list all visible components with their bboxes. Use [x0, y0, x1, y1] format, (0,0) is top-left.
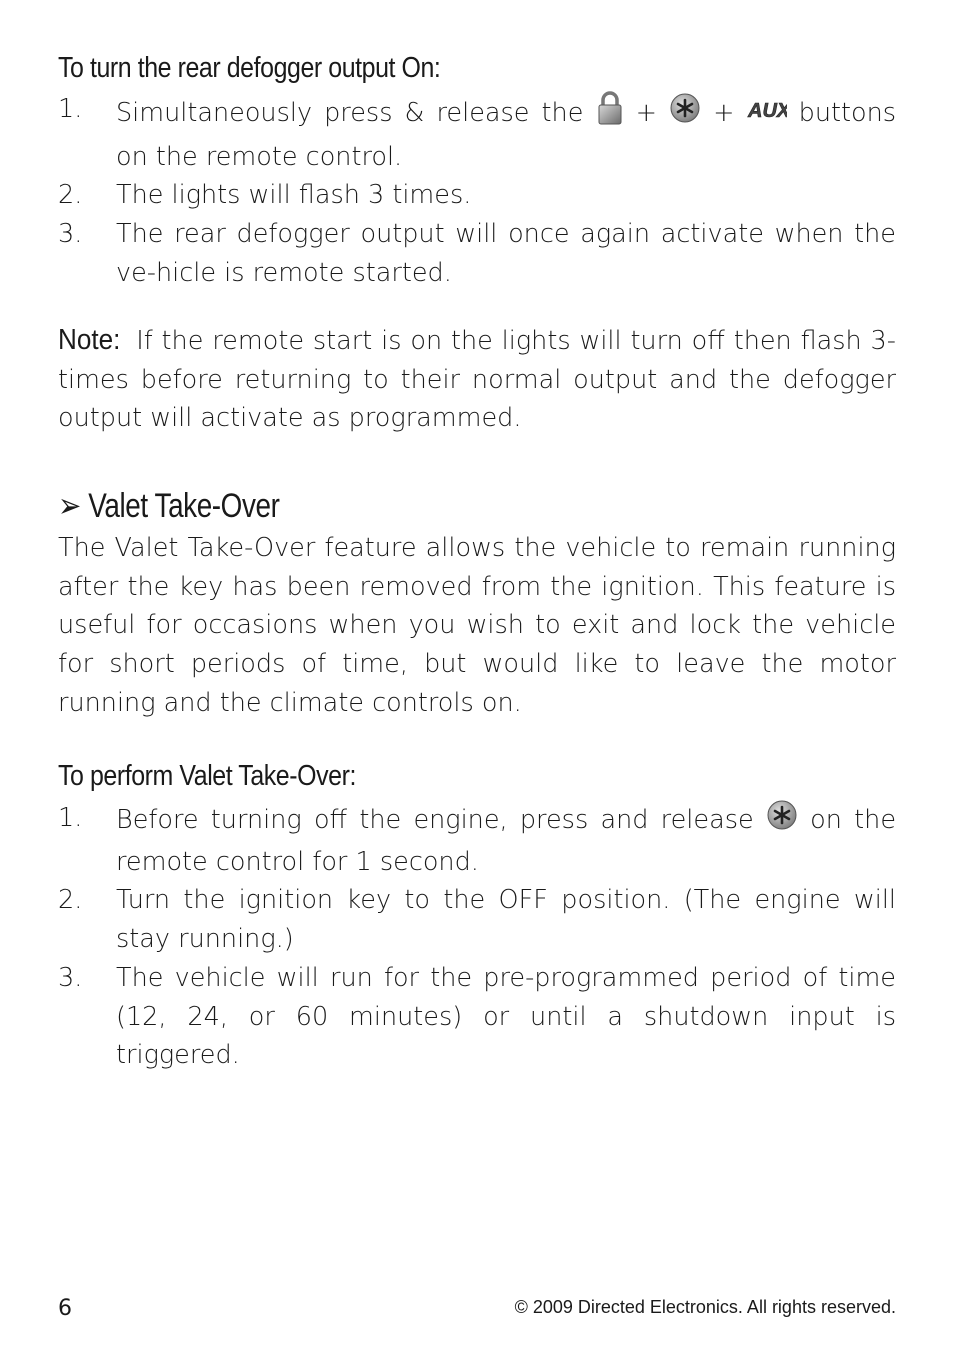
note-text: If the remote start is on the lights will turn off then flash 3-times before returning to their normal output and the defogger output will activate as programmed. — [58, 326, 896, 434]
step-number: 3. — [58, 962, 83, 993]
step-number: 3. — [58, 219, 83, 250]
step-text-post: buttons on the remote control. — [116, 97, 897, 172]
plus-sign: + — [713, 97, 735, 128]
aux-label: AUX — [747, 99, 787, 122]
step-number: 2. — [58, 885, 83, 916]
step-number: 1. — [58, 803, 83, 833]
step-text-pre: Simultaneously press & release the — [116, 97, 584, 128]
list-item — [58, 176, 896, 215]
plus-sign: + — [635, 97, 657, 128]
valet-description: The Valet Take-Over feature allows the vehicle to remain running after the key has been removed from the ignition. This feature is useful for occasions when you wish to exit and lock the vehicle for short periods of time, but would like to leave the motor running and the climate controls on. — [58, 533, 896, 718]
note-paragraph — [58, 321, 896, 438]
valet-steps — [58, 799, 896, 1075]
step-number: 2. — [58, 180, 83, 211]
list-item — [58, 215, 896, 292]
step-text: The lights will flash 3 times. — [116, 180, 472, 211]
heading-text: Valet Take-Over — [88, 487, 280, 525]
step-text: The rear defogger output will once again activate when the ve-hicle is remote started. — [116, 219, 896, 288]
heading-perform-valet: To perform Valet Take-Over: — [58, 760, 356, 792]
list-item — [58, 959, 896, 1075]
list-item — [58, 799, 896, 881]
list-item — [58, 90, 896, 176]
star-button-icon — [766, 799, 798, 843]
step-text: Turn the ignition key to the OFF position. (The engine will stay running.) — [116, 885, 896, 955]
page-number: 6 — [58, 1296, 72, 1321]
step-text-post: on the remote control for 1 second. — [116, 804, 897, 877]
defogger-steps — [58, 90, 896, 293]
list-item — [58, 881, 896, 958]
aux-button-icon — [747, 95, 787, 134]
note-label: Note: — [58, 324, 121, 356]
step-text: The vehicle will run for the pre-programmed period of time (12, 24, or 60 minutes) or until a shutdown input is triggered. — [116, 962, 896, 1071]
heading-valet-take-over — [58, 486, 279, 526]
lock-icon — [596, 90, 624, 138]
heading-defogger-on: To turn the rear defogger output On: — [58, 52, 441, 84]
star-button-icon — [669, 92, 701, 136]
arrow-bullet-icon: ➢ — [58, 487, 81, 525]
step-text-pre: Before turning off the engine, press and release — [116, 804, 754, 835]
copyright-notice: © 2009 Directed Electronics. All rights reserved. — [514, 1297, 896, 1317]
step-number: 1. — [58, 94, 83, 124]
